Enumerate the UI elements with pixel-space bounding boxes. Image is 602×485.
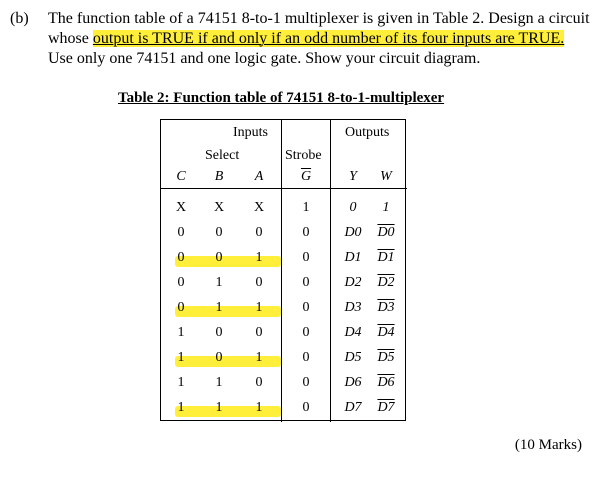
question-line-3: Use only one 74151 and one logic gate. Show your circuit diagram. — [48, 50, 481, 67]
cell-b: 1 — [215, 400, 223, 415]
cell-w: D5 — [377, 350, 395, 365]
question-line-2 — [48, 30, 564, 48]
cell-a: 1 — [255, 350, 263, 365]
col-b: B — [214, 169, 224, 184]
cell-y: D4 — [344, 325, 362, 340]
cell-a: 1 — [255, 300, 263, 315]
cell-a: 0 — [255, 225, 263, 240]
cell-b: 0 — [215, 250, 223, 265]
cell-c: 0 — [177, 225, 185, 240]
cell-w: 1 — [382, 200, 390, 215]
cell-y: 0 — [349, 200, 357, 215]
question-line-2-start: whose — [48, 30, 93, 47]
col-a: A — [254, 169, 264, 184]
cell-a: 0 — [255, 275, 263, 290]
cell-c: 0 — [177, 275, 185, 290]
header-strobe: Strobe — [285, 148, 322, 163]
cell-b: 1 — [215, 300, 223, 315]
cell-g: 0 — [302, 375, 310, 390]
cell-g: 0 — [302, 300, 310, 315]
cell-w: D6 — [377, 375, 395, 390]
cell-b: X — [213, 200, 225, 215]
table-title: Table 2: Function table of 74151 8-to-1-multiplexer — [118, 90, 445, 106]
cell-w: D3 — [377, 300, 395, 315]
cell-a: 1 — [255, 250, 263, 265]
highlighted-requirement: output is TRUE if and only if an odd number of its four inputs are TRUE. — [92, 30, 565, 47]
col-y: Y — [349, 169, 357, 184]
cell-y: D2 — [344, 275, 362, 290]
col-strobe-g: $\overline{G}$ — [300, 169, 312, 184]
cell-c: 1 — [177, 400, 185, 415]
col-w: W — [380, 169, 392, 184]
cell-y: D1 — [344, 250, 362, 265]
header-outputs: Outputs — [345, 125, 390, 140]
col-c: C — [176, 169, 186, 184]
cell-a: 0 — [255, 375, 263, 390]
cell-b: 0 — [215, 325, 223, 340]
cell-w: D2 — [377, 275, 395, 290]
cell-g: 0 — [302, 350, 310, 365]
cell-a: 0 — [255, 325, 263, 340]
cell-g: 1 — [302, 200, 310, 215]
header-select: Select — [205, 148, 240, 163]
cell-b: 0 — [215, 350, 223, 365]
cell-y: D7 — [344, 400, 362, 415]
cell-y: D3 — [344, 300, 362, 315]
cell-g: 0 — [302, 275, 310, 290]
cell-w: D4 — [377, 325, 395, 340]
header-inputs: Inputs — [233, 125, 268, 140]
cell-c: X — [175, 200, 187, 215]
cell-a: X — [253, 200, 265, 215]
cell-b: 1 — [215, 275, 223, 290]
question-label: (b) — [10, 10, 29, 27]
cell-c: 1 — [177, 350, 185, 365]
cell-g: 0 — [302, 400, 310, 415]
cell-a: 1 — [255, 400, 263, 415]
cell-c: 1 — [177, 325, 185, 340]
cell-y: D0 — [344, 225, 362, 240]
cell-b: 0 — [215, 225, 223, 240]
cell-y: D6 — [344, 375, 362, 390]
cell-b: 1 — [215, 375, 223, 390]
cell-y: D5 — [344, 350, 362, 365]
question-line-1: The function table of a 74151 8-to-1 multiplexer is given in Table 2. Design a circuit — [48, 10, 590, 27]
cell-g: 0 — [302, 250, 310, 265]
cell-c: 0 — [177, 250, 185, 265]
cell-w: D1 — [377, 250, 395, 265]
cell-g: 0 — [302, 325, 310, 340]
function-table — [160, 119, 406, 421]
cell-c: 1 — [177, 375, 185, 390]
marks-label: (10 Marks) — [514, 437, 582, 453]
cell-w: D0 — [377, 225, 395, 240]
cell-g: 0 — [302, 225, 310, 240]
cell-c: 0 — [177, 300, 185, 315]
cell-w: D7 — [377, 400, 395, 415]
